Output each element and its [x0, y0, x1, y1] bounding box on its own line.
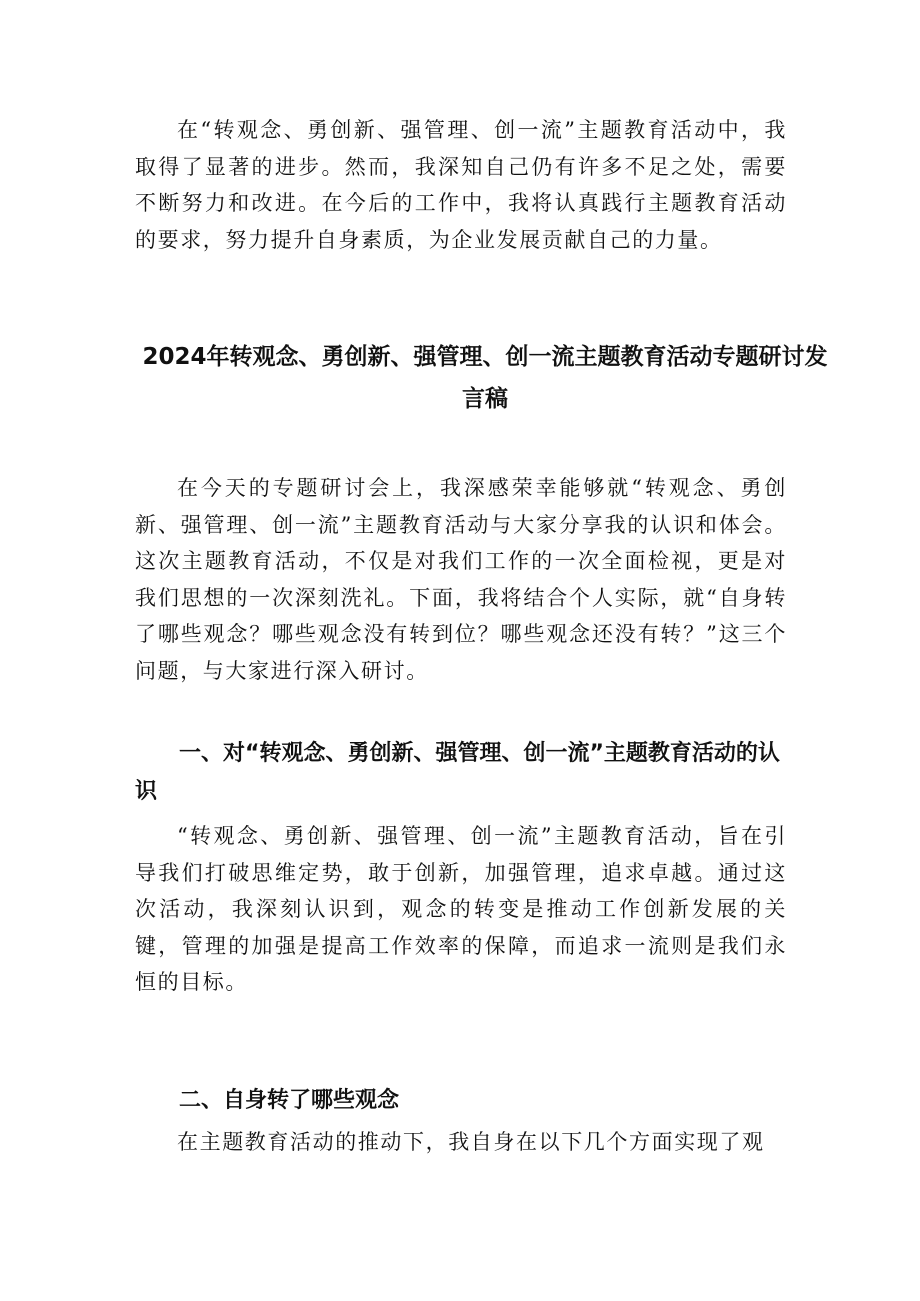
document-title: 2024年转观念、勇创新、强管理、创一流主题教育活动专题研讨发言稿: [142, 344, 828, 412]
opening-paragraph: 在今天的专题研讨会上，我深感荣幸能够就“转观念、勇创新、强管理、创一流”主题教育活动与大家分享我的认识和体会。这次主题教育活动，不仅是对我们工作的一次全面检视，更是对我们思想的一次深刻洗礼。下面，我将结合个人实际，就“自身转了哪些观念？哪些观念没有转到位？哪些观念还没有转？”这三个问题，与大家进行深入研讨。: [135, 476, 787, 683]
section-2-paragraph: 在主题教育活动的推动下，我自身在以下几个方面实现了观: [177, 1130, 765, 1154]
intro-paragraph: 在“转观念、勇创新、强管理、创一流”主题教育活动中，我取得了显著的进步。然而，我深知自己仍有许多不足之处，需要不断努力和改进。在今后的工作中，我将认真践行主题教育活动的要求，努力提升自身素质，为企业发展贡献自己的力量。: [135, 118, 787, 252]
section-1-heading: 一、对“转观念、勇创新、强管理、创一流”主题教育活动的认识: [135, 741, 780, 804]
section-1-paragraph: “转观念、勇创新、强管理、创一流”主题教育活动，旨在引导我们打破思维定势，敢于创新，加强管理，追求卓越。通过这次活动，我深刻认识到，观念的转变是推动工作创新发展的关键，管理的加强是提高工作效率的保障，而追求一流则是我们永恒的目标。: [135, 824, 787, 994]
section-2-heading: 二、自身转了哪些观念: [179, 1088, 400, 1113]
